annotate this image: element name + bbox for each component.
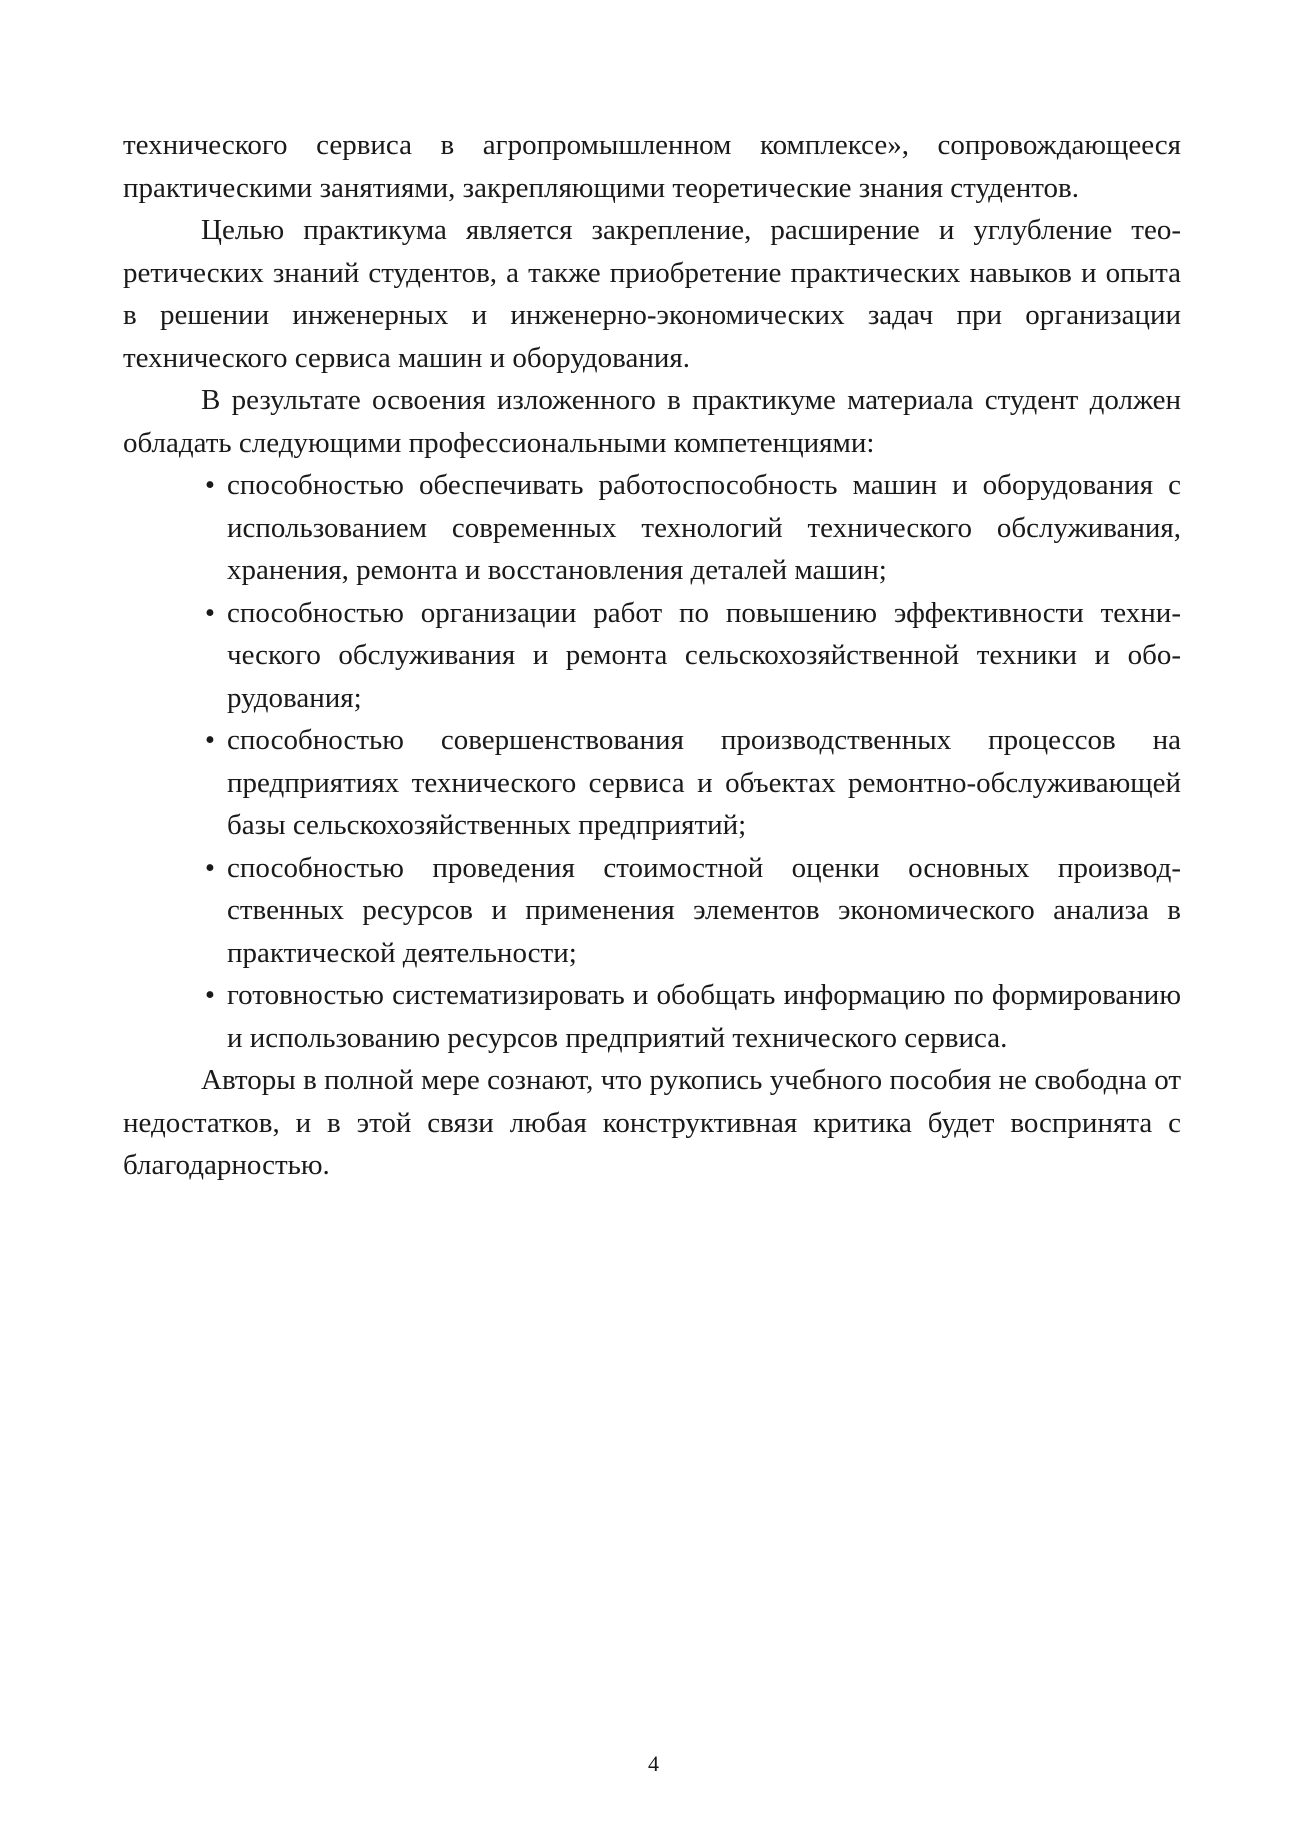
page-body: [123, 124, 1181, 1187]
list-item-text: способностью обеспечивать работоспособность машин и оборудования с использованием современных технологий технического обслуживания, хранения, ремонта и восстановления деталей машин;: [227, 469, 1181, 586]
bullet-icon: •: [204, 469, 216, 501]
competencies-list: [123, 464, 1181, 1059]
list-item: [123, 592, 1181, 720]
paragraph-goal: Целью практикума является закрепление, расширение и углубление теоретических знаний студентов, а также приобретение практических навыков и опыта в решении инженерных и инженерно-экономических задач при организации технического сервиса машин и оборудования.: [123, 214, 1181, 374]
list-item-text: способностью совершенствования производственных процессов на предприятиях технического сервиса и объектах ремонтно-обслуживающей базы сельскохозяйственных предприятий;: [227, 724, 1181, 841]
bullet-icon: •: [204, 596, 216, 629]
bullet-icon: •: [204, 979, 216, 1011]
paragraph-competencies-intro: В результате освоения изложенного в практикуме материала студент должен обладать следующими профессиональными компетенциями:: [123, 384, 1181, 459]
list-item-text: готовностью систематизировать и обобщать информацию по формированию и использованию ресурсов предприятий технического сервиса.: [227, 979, 1181, 1054]
paragraph-intro-continuation: технического сервиса в агропромышленном комплексе», сопровождающееся практическими занятиями, закрепляющими теоретические знания студентов.: [123, 129, 1181, 204]
bullet-icon: •: [204, 851, 216, 884]
list-item-text: способностью проведения стоимостной оценки основных производственных ресурсов и применения элементов экономического анализа в практической деятельности;: [227, 851, 1181, 969]
list-item: [123, 719, 1181, 847]
page-number: 4: [648, 1751, 659, 1776]
list-item-text: способностью организации работ по повышению эффективности технического обслуживания и ремонта сельскохозяйственной техники и оборудования;: [227, 596, 1181, 714]
bullet-icon: •: [204, 724, 216, 756]
list-item: [123, 847, 1181, 975]
list-item: [123, 974, 1181, 1059]
paragraph-authors-note: Авторы в полной мере сознают, что рукопись учебного пособия не свободна от недостатков, и в этой связи любая конструктивная критика будет воспринята с благодарностью.: [123, 1064, 1181, 1181]
list-item: [123, 464, 1181, 592]
